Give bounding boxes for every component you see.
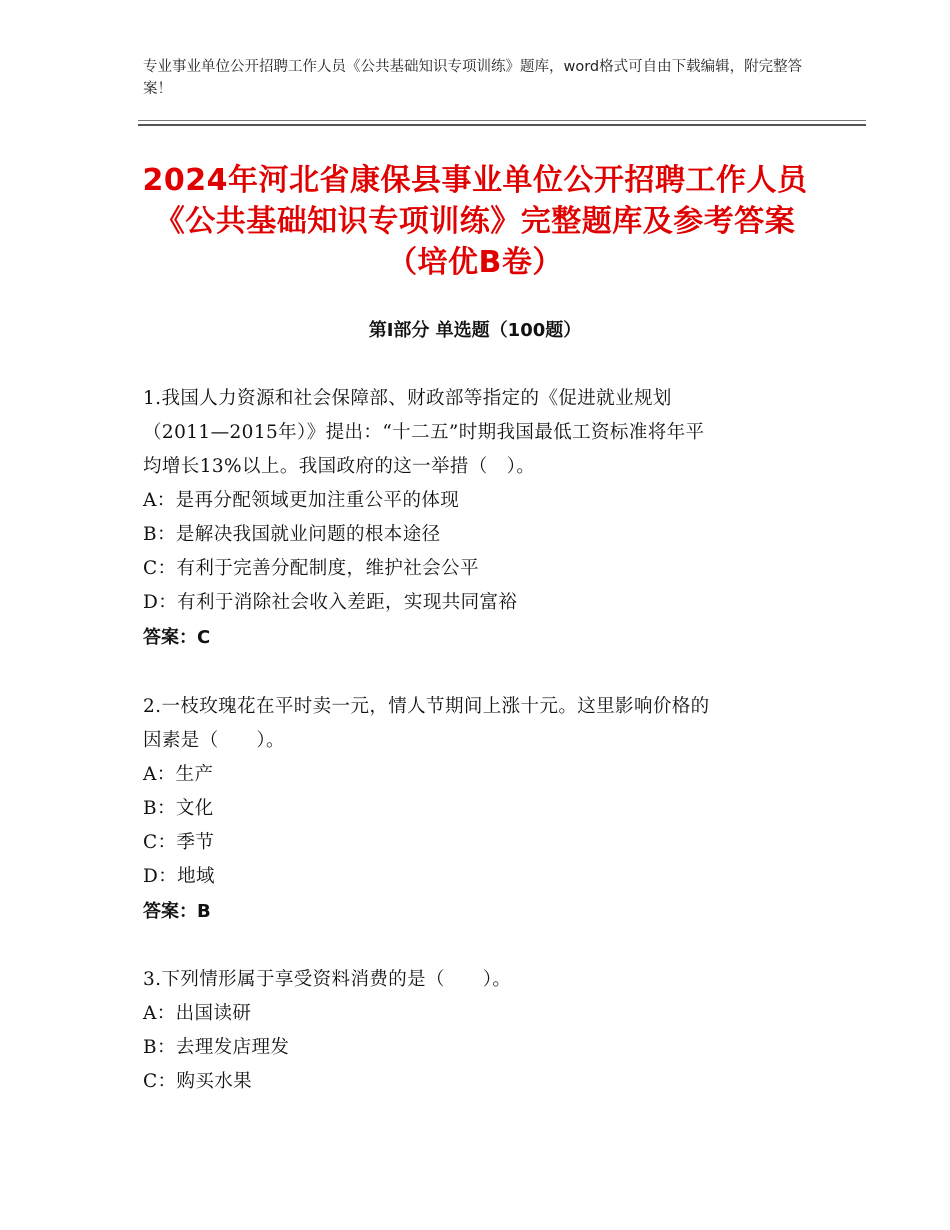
q3-stem-line-1: 3.下列情形属于享受资料消费的是（ ）。: [143, 969, 512, 990]
q2-stem-line-1: 2.一枝玫瑰花在平时卖一元，情人节期间上涨十元。这里影响价格的: [143, 696, 710, 717]
q2-option-c: C：季节: [143, 832, 215, 853]
q1-option-a: A：是再分配领域更加注重公平的体现: [143, 490, 460, 511]
q1-option-c: C：有利于完善分配制度，维护社会公平: [143, 558, 479, 579]
q3-option-a: A：出国读研: [143, 1003, 252, 1024]
q1-stem-line-3: 均增长13%以上。我国政府的这一举措（ ）。: [143, 456, 536, 477]
header-note: 专业事业单位公开招聘工作人员《公共基础知识专项训练》题库，word格式可自由下载编辑，附完整答案！: [143, 59, 803, 97]
q1-answer: 答案：C: [143, 627, 211, 648]
q1-option-d: D：有利于消除社会收入差距，实现共同富裕: [143, 592, 518, 613]
header-rule-thick: [138, 124, 866, 126]
q2-option-a: A：生产: [143, 764, 214, 785]
q1-stem-line-2: （2011—2015年）》提出：“十二五”时期我国最低工资标准将年平: [143, 422, 705, 443]
q3-option-c: C：购买水果: [143, 1071, 253, 1092]
header-rule-thin: [138, 120, 866, 121]
q1-stem-line-1: 1.我国人力资源和社会保障部、财政部等指定的《促进就业规划: [143, 388, 672, 409]
q3-option-b: B：去理发店理发: [143, 1037, 290, 1058]
q2-stem-line-2: 因素是（ ）。: [143, 730, 285, 751]
q2-answer: 答案：B: [143, 901, 211, 922]
q1-option-b: B：是解决我国就业问题的根本途径: [143, 524, 441, 545]
q2-option-d: D：地域: [143, 866, 215, 887]
section-title: 第Ⅰ部分 单选题（100题）: [368, 320, 582, 341]
document-title: 2024年河北省康保县事业单位公开招聘工作人员《公共基础知识专项训练》完整题库及参考答案（培优B卷）: [142, 163, 808, 280]
q2-option-b: B：文化: [143, 798, 214, 819]
